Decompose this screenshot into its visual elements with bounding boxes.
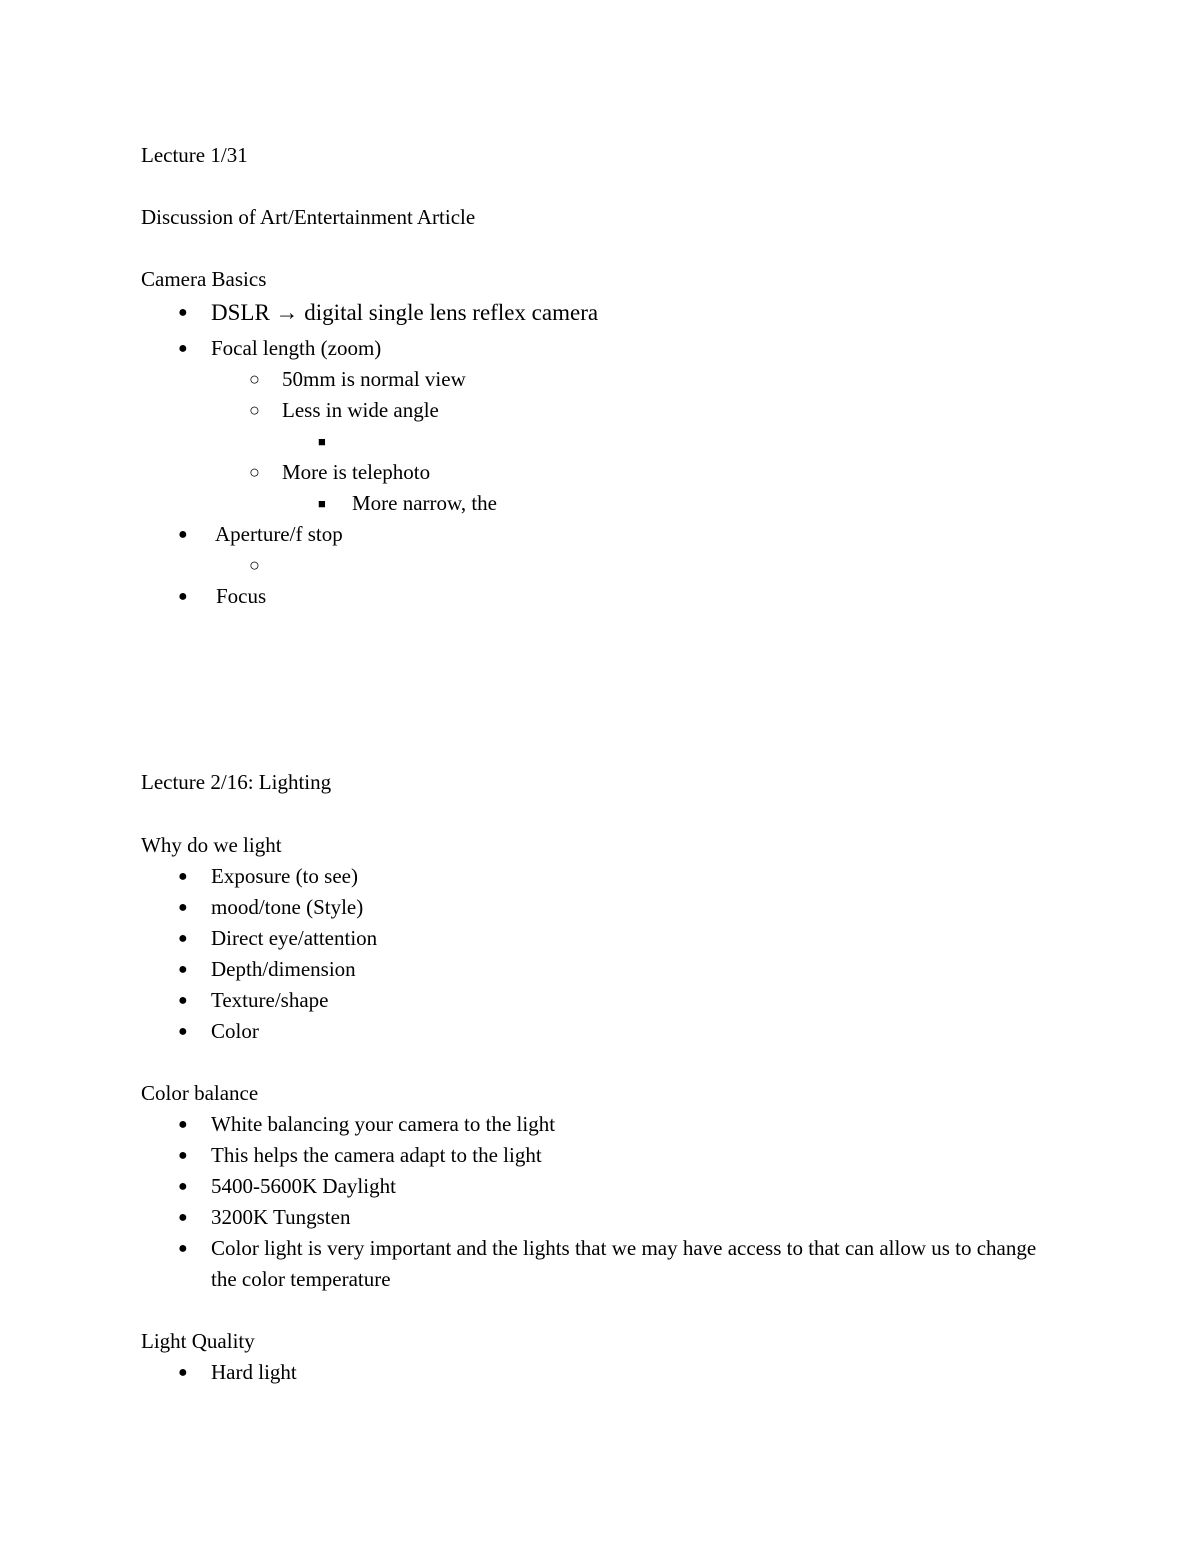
circle-marker: ○	[249, 462, 260, 482]
bullet-marker: ●	[178, 1147, 188, 1164]
list-item: Direct eye/attention	[211, 926, 378, 950]
lecture1-title: Lecture 1/31	[141, 143, 248, 167]
color-balance-heading: Color balance	[141, 1081, 259, 1105]
list-item: 3200K Tungsten	[211, 1205, 351, 1229]
circle-marker: ○	[249, 369, 260, 389]
camera-basics-heading: Camera Basics	[141, 267, 267, 291]
square-marker: ■	[318, 496, 326, 511]
list-item: mood/tone (Style)	[211, 895, 364, 919]
focal-length-item: Focal length (zoom)	[211, 336, 382, 360]
bullet-marker: ●	[178, 1240, 188, 1257]
discussion-line: Discussion of Art/Entertainment Article	[141, 205, 476, 229]
narrow-item: More narrow, the	[352, 491, 498, 515]
light-quality-heading: Light Quality	[141, 1329, 255, 1353]
list-item: Hard light	[211, 1360, 297, 1384]
bullet-marker: ●	[178, 992, 188, 1009]
bullet-marker: ●	[178, 1023, 188, 1040]
list-item: White balancing your camera to the light	[211, 1112, 556, 1136]
telephoto-item: More is telephoto	[282, 460, 431, 484]
bullet-marker: ●	[178, 868, 188, 885]
bullet-marker: ●	[178, 1178, 188, 1195]
focus-item: Focus	[216, 584, 267, 608]
bullet-marker: ●	[178, 588, 188, 605]
wide-angle-item: Less in wide angle	[282, 398, 439, 422]
why-light-heading: Why do we light	[141, 833, 282, 857]
aperture-item: Aperture/f stop	[215, 522, 343, 546]
dslr-item: DSLR → digital single lens reflex camera	[211, 300, 599, 325]
list-item: Color	[211, 1019, 259, 1043]
list-item: Depth/dimension	[211, 957, 356, 981]
bullet-marker: ●	[178, 1364, 188, 1381]
list-item: Texture/shape	[211, 988, 329, 1012]
circle-marker: ○	[249, 555, 260, 575]
list-item: 5400-5600K Daylight	[211, 1174, 396, 1198]
bullet-marker: ●	[178, 899, 188, 916]
bullet-marker: ●	[178, 526, 188, 543]
list-item: This helps the camera adapt to the light	[211, 1143, 542, 1167]
normal-view-item: 50mm is normal view	[282, 367, 466, 391]
lecture2-title: Lecture 2/16: Lighting	[141, 770, 332, 794]
bullet-marker: ●	[178, 1209, 188, 1226]
bullet-marker: ●	[178, 340, 188, 357]
bullet-marker: ●	[178, 961, 188, 978]
bullet-marker: ●	[178, 930, 188, 947]
bullet-marker: ●	[178, 1116, 188, 1133]
square-marker: ■	[318, 434, 326, 449]
list-item: Exposure (to see)	[211, 864, 358, 888]
bullet-marker: ●	[178, 304, 188, 321]
list-item: Color light is very important and the lights that we may have access to that can allow us to change the color temperature	[211, 1236, 1037, 1291]
circle-marker: ○	[249, 400, 260, 420]
